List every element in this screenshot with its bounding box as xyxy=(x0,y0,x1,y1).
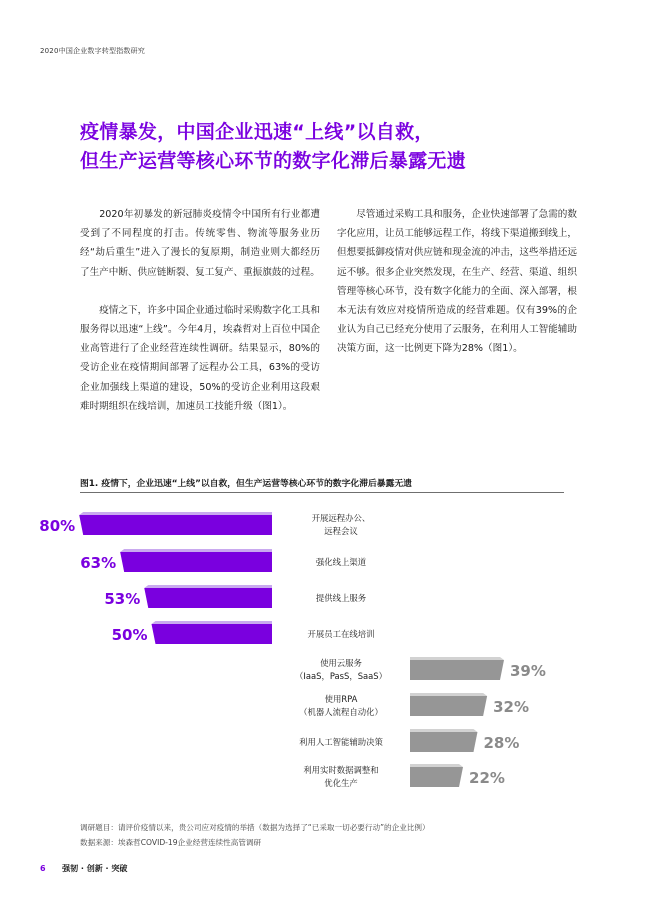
bar xyxy=(410,767,463,787)
category-label: 开展员工在线培训 xyxy=(307,628,375,639)
page-number: 6 xyxy=(40,864,46,873)
bar xyxy=(410,696,487,716)
data-label: 53% xyxy=(104,590,141,608)
bar-top-shadow xyxy=(79,512,272,515)
category-label: 利用实时数据调整和 优化生产 xyxy=(303,765,379,788)
footer-tagline: 强韧 · 创新 · 突破 xyxy=(62,864,128,873)
page-footer xyxy=(40,863,127,874)
figure-notes xyxy=(80,821,430,850)
bar-top-shadow xyxy=(144,585,272,588)
bar-top-shadow xyxy=(410,729,477,732)
bar xyxy=(410,732,477,752)
running-header: 2020中国企业数字转型指数研究 xyxy=(40,47,146,55)
data-label: 32% xyxy=(493,698,530,716)
body-paragraph: 疫情之下，许多中国企业通过临时采购数字化工具和服务得以迅速“上线”。今年4月，埃森哲对上百位中国企业高管进行了企业经营连续性调研。结果显示，80%的受访企业在疫情期间部署了远程办公工具，63%的受访企业加强线上渠道的建设，50%的受访企业利用这段艰难时期组织在线培训，加速员工技能升级（图1）。 xyxy=(80,304,320,412)
bar xyxy=(144,588,272,608)
category-label: 使用云服务 （IaaS，PasS，SaaS） xyxy=(295,658,387,681)
data-label: 28% xyxy=(483,734,520,752)
category-label: 提供线上服务 xyxy=(315,592,367,603)
survey-question-note: 调研题目：请评价疫情以来，贵公司应对疫情的举措（数据为选择了“已采取一切必要行动”的企业比例） xyxy=(80,823,430,832)
bar-top-shadow xyxy=(410,657,504,660)
bar xyxy=(410,660,504,680)
body-paragraph: 尽管通过采购工具和服务，企业快速部署了急需的数字化应用，让员工能够远程工作，将线下渠道搬到线上，但想要抵御疫情对供应链和现金流的冲击，这些举措还远远不够。很多企业突然发现，在生产、经营、渠道、组织管理等核心环节，没有数字化能力的全面、深入部署，根本无法有效应对疫情所造成的经营难题。仅有39%的企业认为自己已经充分使用了云服务，在利用人工智能辅助决策方面，这一比例更下降为28%（图1）。 xyxy=(337,209,577,355)
bar xyxy=(79,515,272,535)
data-label: 80% xyxy=(39,517,76,535)
bar xyxy=(152,624,273,644)
bar-top-shadow xyxy=(410,693,487,696)
headline-line-1: 疫情暴发，中国企业迅速“上线”以自救， xyxy=(80,121,434,143)
bar-top-shadow xyxy=(152,621,273,624)
bar-top-shadow xyxy=(410,764,463,767)
bar-top-shadow xyxy=(120,549,272,552)
data-label: 50% xyxy=(111,626,148,644)
body-paragraph: 2020年初暴发的新冠肺炎疫情令中国所有行业都遭受到了不同程度的打击。传统零售、物流等服务业历经“劫后重生”进入了漫长的复原期，制造业则大都经历了生产中断、供应链断裂、复工复产、重振旗鼓的过程。 xyxy=(80,209,320,278)
headline-line-2: 但生产运营等核心环节的数字化滞后暴露无遗 xyxy=(80,150,467,172)
bar xyxy=(120,552,272,572)
data-label: 63% xyxy=(80,554,117,572)
category-label: 强化线上渠道 xyxy=(315,556,367,567)
figure-title: 图1. 疫情下，企业迅速“上线”以自救，但生产运营等核心环节的数字化滞后暴露无遗 xyxy=(80,479,412,489)
data-label: 22% xyxy=(469,769,505,787)
data-label: 39% xyxy=(509,662,546,680)
data-source-note: 数据来源：埃森哲COVID-19企业经营连续性高管调研 xyxy=(80,837,262,847)
category-label: 利用人工智能辅助决策 xyxy=(299,736,383,747)
category-label: 使用RPA （机器人流程自动化） xyxy=(299,694,383,717)
category-label: 开展远程办公、 远程会议 xyxy=(311,513,371,536)
